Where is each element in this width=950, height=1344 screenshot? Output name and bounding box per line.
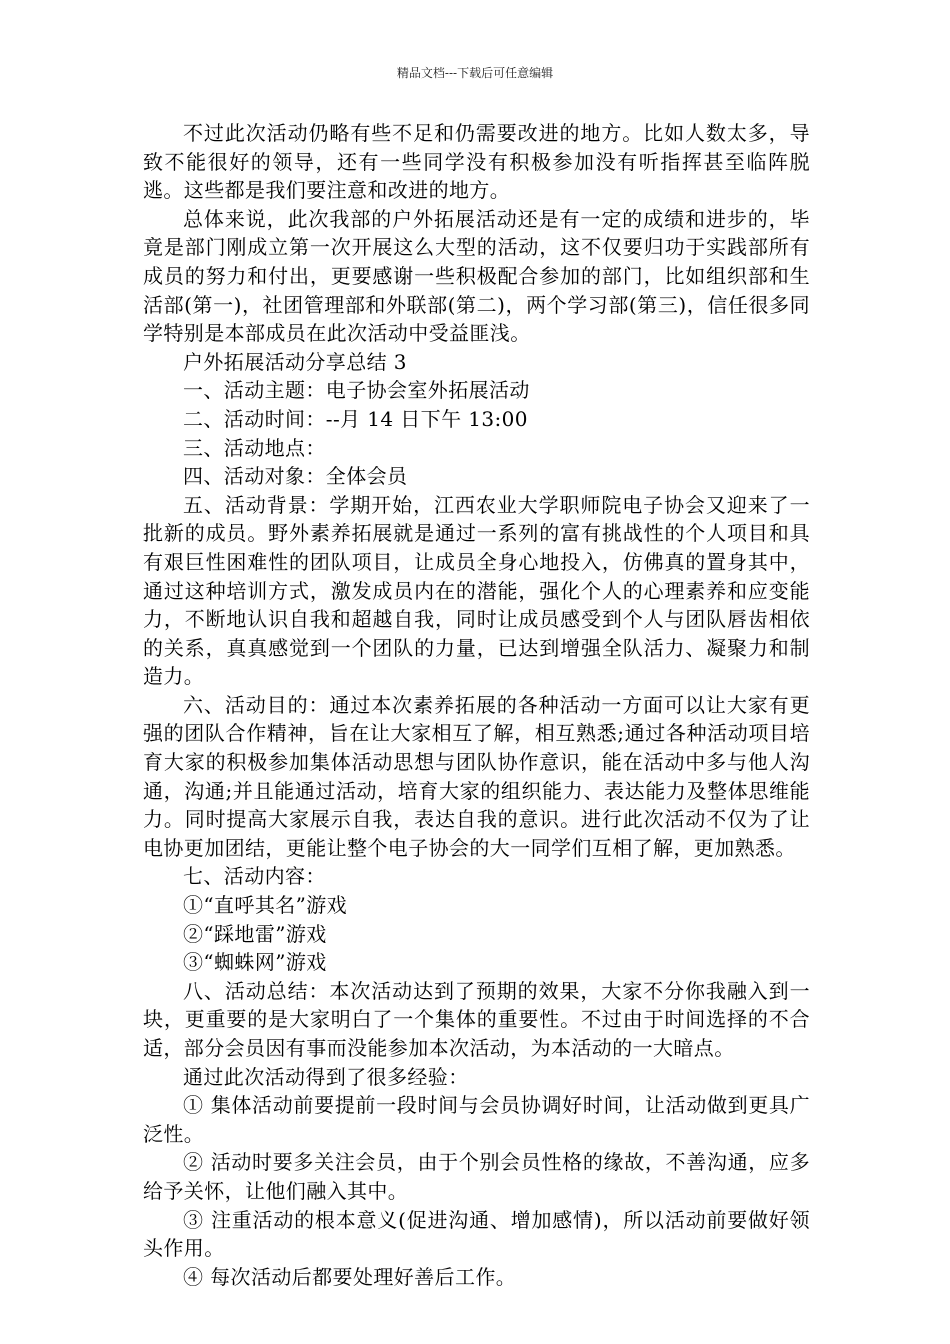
item-content: 七、活动内容： — [183, 864, 326, 889]
item-time: 二、活动时间：--月 14 日下午 13:00 — [183, 406, 528, 431]
experience-item: ② 活动时要多关注会员，由于个别会员性格的缘故，不善沟通，应多给予关怀，让他们融入其中。 — [143, 1150, 810, 1203]
experience-item: ④ 每次活动后都要处理好善后工作。 — [183, 1264, 517, 1289]
item-background: 五、活动背景：学期开始，江西农业大学职师院电子协会又迎来了一批新的成员。野外素养拓展就是通过一系列的富有挑战性的个人项目和具有艰巨性困难性的团队项目，让成员全身心地投入，仿佛真的置身其中，通过这种培训方式，激发成员内在的潜能，强化个人的心理素养和应变能力，不断地认识自我和超越自我，同时让成员感受到个人与团队唇齿相依的关系，真真感觉到一个团队的力量，已达到增强全队活力、凝聚力和制造力。 — [143, 492, 810, 689]
game-item: ③“蜘蛛网”游戏 — [183, 950, 327, 975]
item-theme: 一、活动主题：电子协会室外拓展活动 — [183, 378, 530, 403]
experience-intro: 通过此次活动得到了很多经验： — [183, 1064, 469, 1089]
experience-item: ③ 注重活动的根本意义(促进沟通、增加感情)，所以活动前要做好领头作用。 — [143, 1207, 810, 1261]
game-item: ①“直呼其名”游戏 — [183, 893, 348, 918]
section-title: 户外拓展活动分享总结 3 — [183, 349, 407, 374]
game-item: ②“踩地雷”游戏 — [183, 921, 327, 946]
paragraph-shortcomings: 不过此次活动仍略有些不足和仍需要改进的地方。比如人数太多，导致不能很好的领导，还有一些同学没有积极参加没有听指挥甚至临阵脱逃。这些都是我们要注意和改进的地方。 — [143, 121, 810, 203]
document-body — [143, 119, 810, 1291]
item-purpose: 六、活动目的：通过本次素养拓展的各种活动一方面可以让大家有更强的团队合作精神，旨在让大家相互了解，相互熟悉;通过各种活动项目培育大家的积极参加集体活动思想与团队协作意识，能在活动中多与他人沟通，沟通;并且能通过活动，培育大家的组织能力、表达能力及整体思维能力。同时提高大家展示自我，表达自我的意识。进行此次活动不仅为了让电协更加团结，更能让整个电子协会的大一同学们互相了解，更加熟悉。 — [143, 692, 810, 860]
experience-item: ① 集体活动前要提前一段时间与会员协调好时间，让活动做到更具广泛性。 — [143, 1093, 810, 1146]
item-location: 三、活动地点： — [183, 435, 326, 460]
item-audience: 四、活动对象：全体会员 — [183, 464, 408, 489]
page-header: 精品文档---下载后可任意编辑 — [396, 66, 554, 80]
paragraph-overall-summary: 总体来说，此次我部的户外拓展活动还是有一定的成绩和进步的，毕竟是部门刚成立第一次开展这么大型的活动，这不仅要归功于实践部所有成员的努力和付出，更要感谢一些积极配合参加的部门，比如组织部和生活部(第一)，社团管理部和外联部(第二)，两个学习部(第三)，信任很多同学特别是本部成员在此次活动中受益匪浅。 — [143, 206, 810, 346]
item-summary: 八、活动总结：本次活动达到了预期的效果，大家不分你我融入到一块，更重要的是大家明白了一个集体的重要性。不过由于时间选择的不合适，部分会员因有事而没能参加本次活动，为本活动的一大暗点。 — [143, 978, 810, 1060]
